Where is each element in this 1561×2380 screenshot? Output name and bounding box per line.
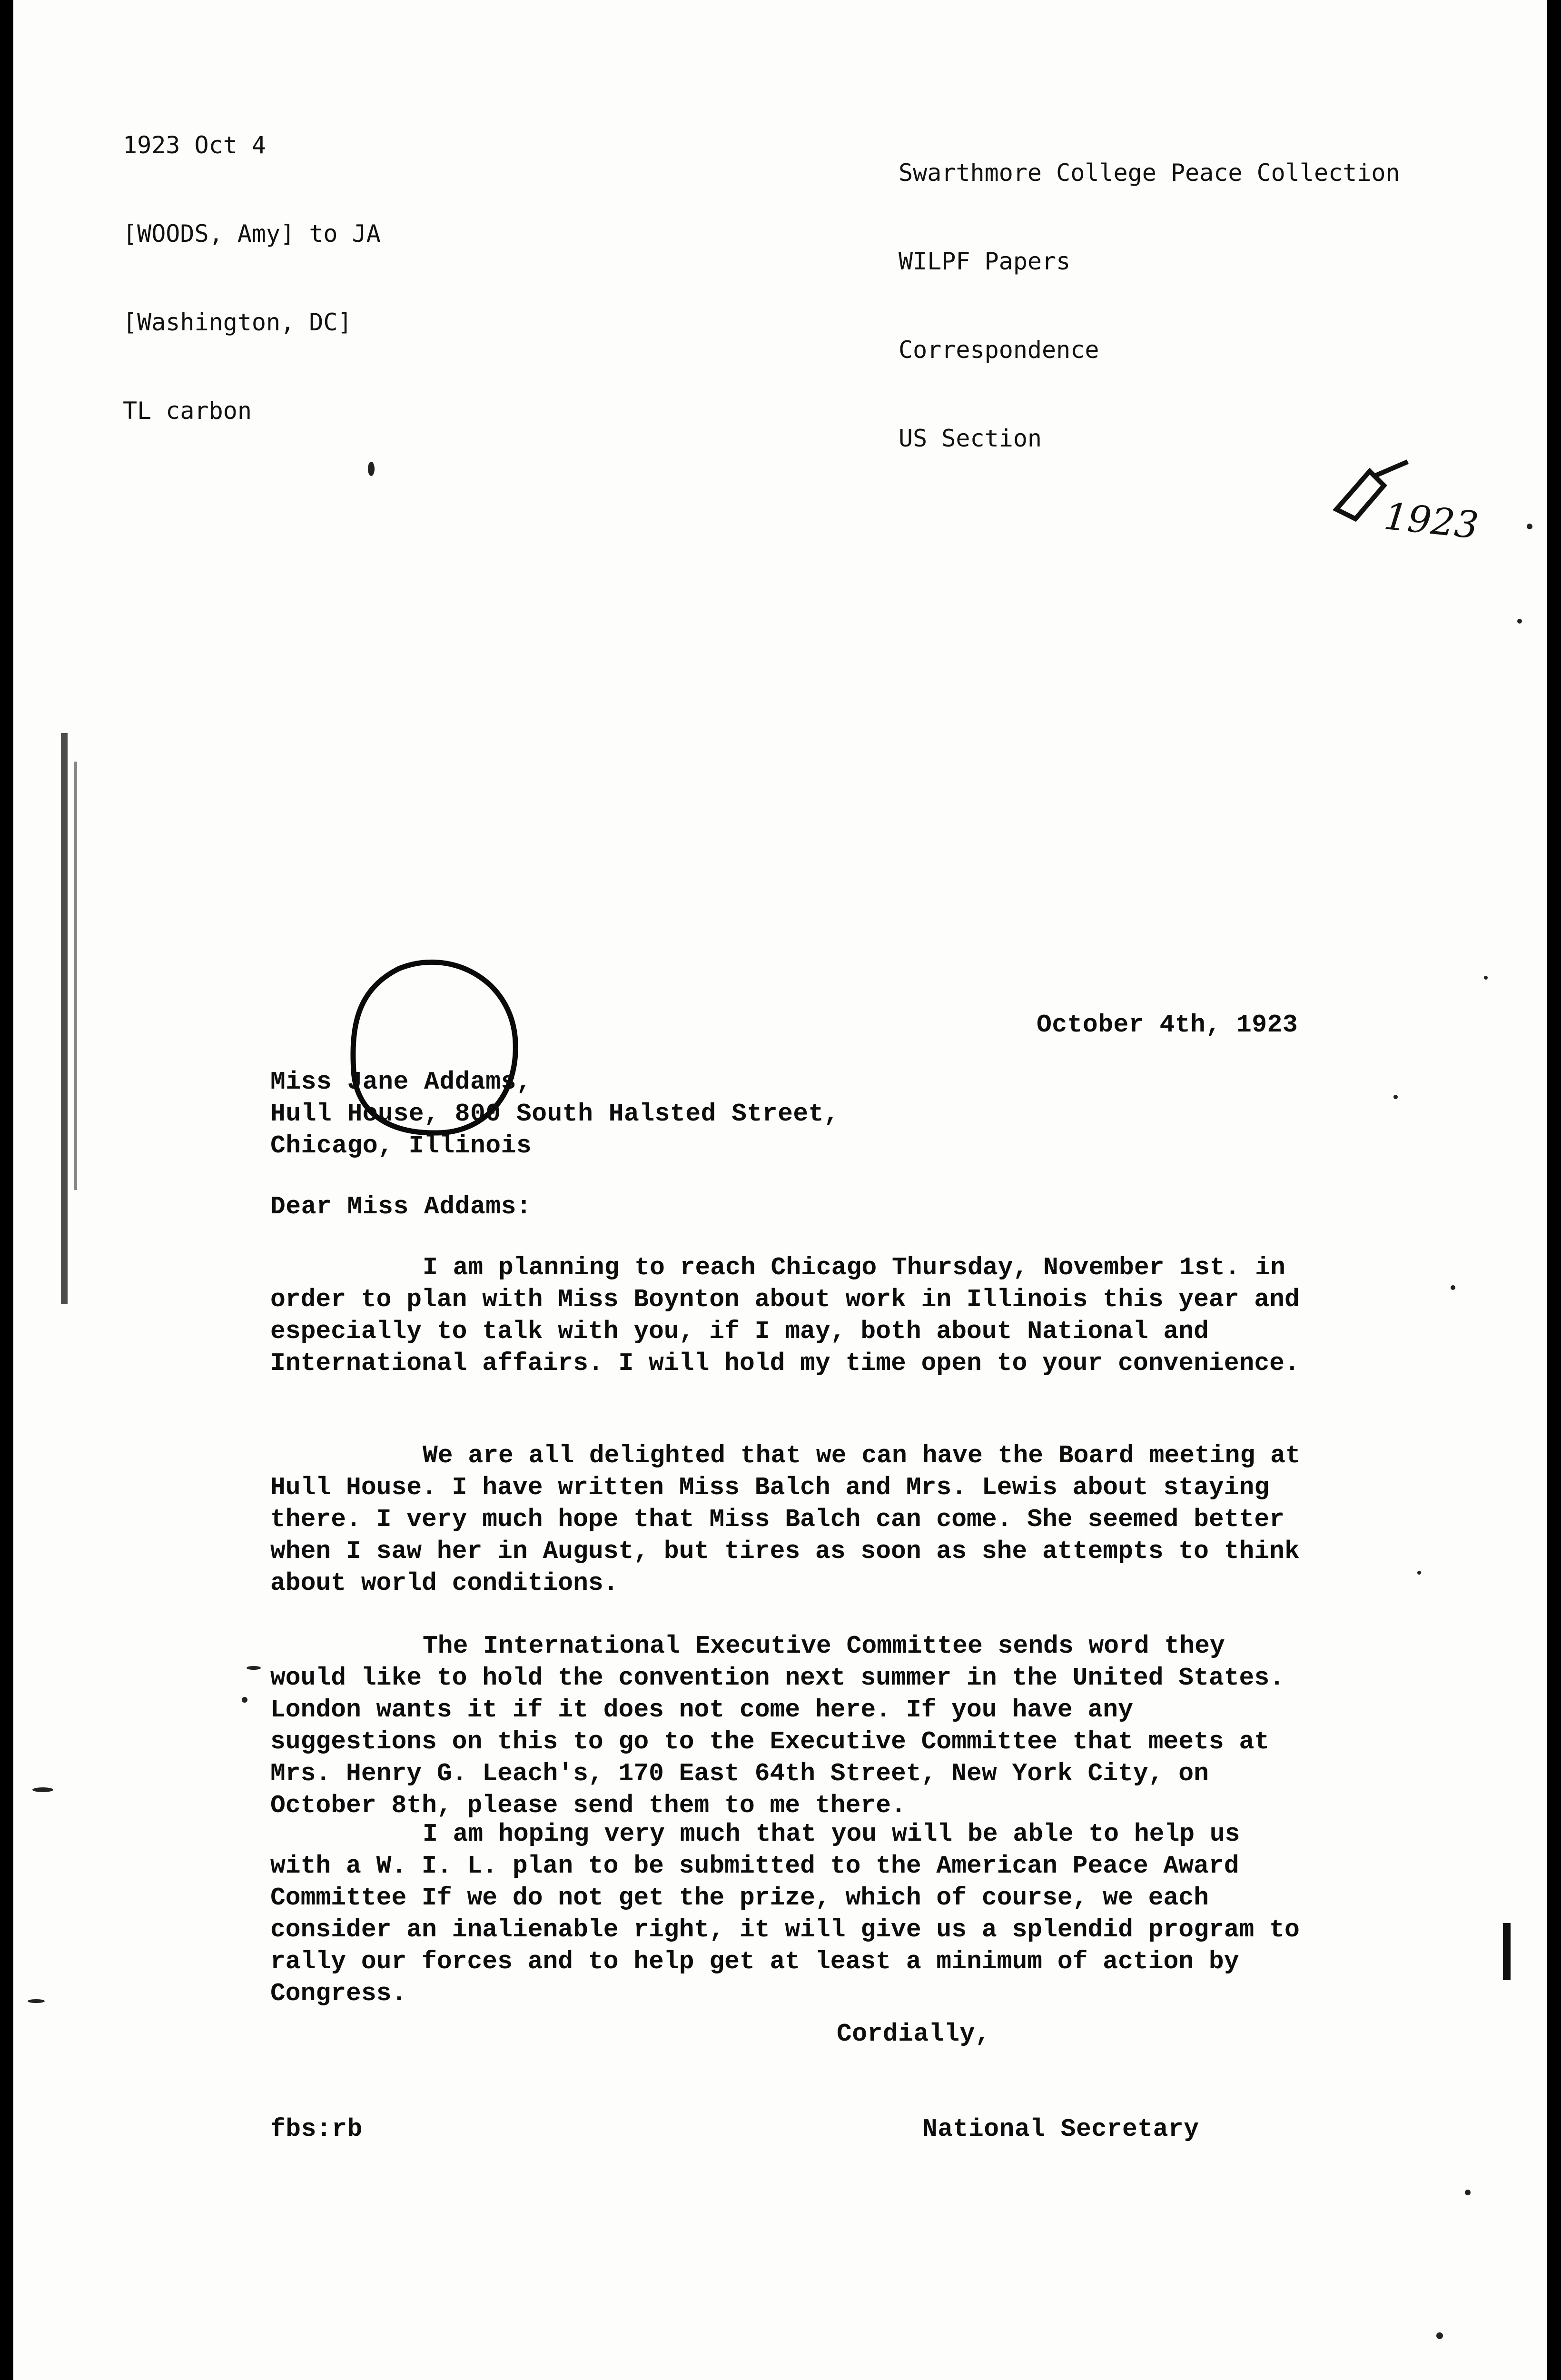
archive-note-line: [Washington, DC] xyxy=(123,308,352,336)
recipient-name: Miss Jane Addams, xyxy=(270,1068,532,1096)
speck xyxy=(247,1666,261,1670)
speck xyxy=(32,1787,53,1792)
speck xyxy=(1417,1571,1421,1575)
letter-date: October 4th, 1923 xyxy=(1037,1011,1298,1039)
speck xyxy=(1517,619,1522,624)
speck xyxy=(1484,976,1488,980)
archive-note-line: [WOODS, Amy] to JA xyxy=(123,220,381,248)
archive-note-line: 1923 Oct 4 xyxy=(123,131,267,159)
speck xyxy=(28,1999,45,2003)
scan-edge-streak xyxy=(61,733,68,1304)
scribble-mark-icon xyxy=(1327,452,1422,547)
scan-edge-streak xyxy=(1503,1923,1511,1980)
letter-page xyxy=(13,0,1547,2380)
collection-note-line: WILPF Papers xyxy=(899,248,1071,275)
speck xyxy=(1465,2190,1471,2195)
collection-note-line: Swarthmore College Peace Collection xyxy=(899,159,1400,187)
letter-paragraph: We are all delighted that we can have the Board meeting at Hull House. I have written Miss Balch and Mrs. Lewis about staying there. I very much hope that Miss Balch can come. She seemed better when I saw her in August, but tires as soon as she attempts to think about world conditions. xyxy=(270,1441,1301,1597)
recipient-city: Chicago, Illinois xyxy=(270,1131,532,1160)
recipient-address: Hull House, 800 South Halsted Street, xyxy=(270,1100,840,1128)
speck xyxy=(1527,524,1532,529)
speck xyxy=(1451,1285,1455,1290)
typist-initials: fbs:rb xyxy=(270,2115,363,2143)
speck xyxy=(1436,2332,1443,2339)
closing: Cordially, xyxy=(837,2020,991,2048)
scan-edge-streak xyxy=(74,762,77,1190)
archive-note xyxy=(123,71,381,485)
salutation: Dear Miss Addams: xyxy=(270,1192,532,1221)
recipient-block xyxy=(270,1066,839,1162)
collection-note-line: US Section xyxy=(899,425,1042,452)
letter-paragraph: The International Executive Committee sends word they would like to hold the convention next summer in the United States. London wants it if it does not come here. If you have any suggestions on this to go to the Executive Committee that meets at Mrs. Henry G. Leach's, 170 East 64th Street, New York City, on October 8th, please send them to me there. xyxy=(270,1632,1284,1820)
handwritten-year: 1923 xyxy=(1382,495,1481,548)
collection-note-line: Correspondence xyxy=(899,336,1099,364)
speck xyxy=(242,1697,247,1703)
collection-note xyxy=(899,99,1400,512)
archive-note-line: TL carbon xyxy=(123,397,252,425)
letter-paragraph: I am hoping very much that you will be able to help us with a W. I. L. plan to be submitted to the American Peace Award Committee If we do not get the prize, which of course, we each consider an inalienable right, it will give us a splendid program to rally our forces and to help get at least a minimum of action by Congress. xyxy=(270,1820,1300,2008)
speck xyxy=(368,462,375,476)
signer-title: National Secretary xyxy=(922,2115,1199,2143)
letter-paragraph: I am planning to reach Chicago Thursday, November 1st. in order to plan with Miss Boynton about work in Illinois this year and especially to talk with you, if I may, both about National and International affairs. I will hold my time open to your convenience. xyxy=(270,1253,1300,1378)
speck xyxy=(1393,1095,1398,1099)
